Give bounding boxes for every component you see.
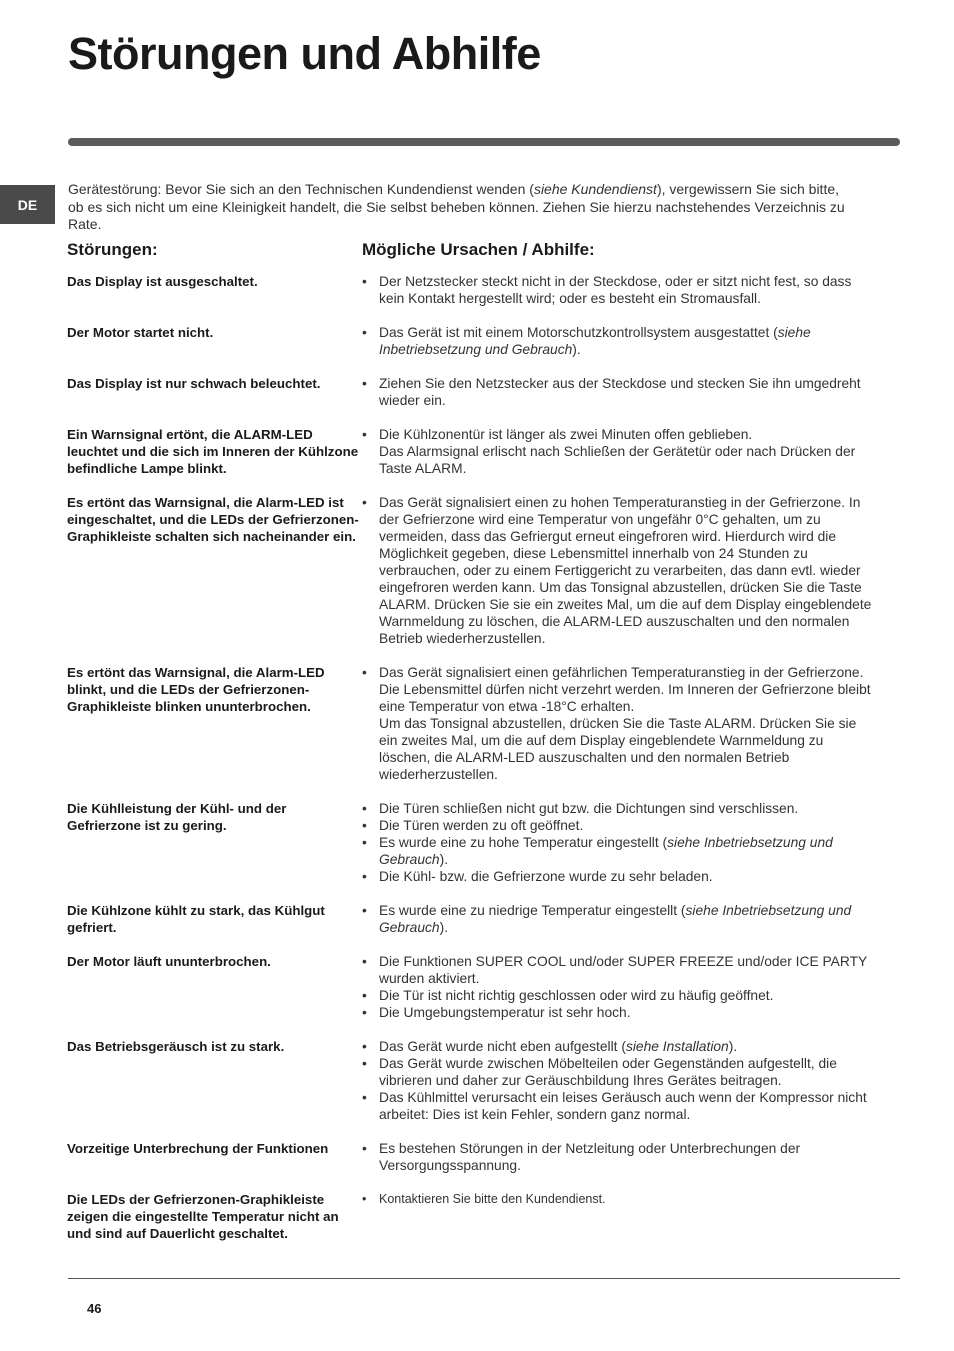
- cause-item: [362, 273, 872, 307]
- cause-reference: siehe Inbetriebsetzung und Gebrauch: [379, 903, 852, 935]
- cause-text: Die Tür ist nicht richtig geschlossen oder wird zu häufig geöffnet.: [379, 988, 774, 1003]
- intro-text-before: Gerätestörung: Bevor Sie sich an den Technischen Kundendienst wenden (: [68, 181, 534, 197]
- bullet: •: [362, 835, 367, 850]
- cause-reference: siehe Inbetriebsetzung und Gebrauch: [379, 325, 811, 357]
- cause-item: [362, 494, 872, 647]
- page-number: 46: [87, 1301, 102, 1316]
- cause-list: [362, 324, 872, 358]
- cause-reference: siehe Installation: [625, 1039, 729, 1054]
- problem-text: Das Betriebsgeräusch ist zu stark.: [67, 1039, 285, 1054]
- bullet: •: [362, 495, 367, 510]
- cause-text: Das Gerät ist mit einem Motorschutzkontrollsystem ausgestattet (: [379, 325, 778, 340]
- bullet: •: [362, 274, 367, 289]
- cause-item: [362, 868, 872, 885]
- cause-text: Die Kühlzonentür ist länger als zwei Minuten offen geblieben.: [379, 427, 753, 442]
- problem-text: Der Motor läuft ununterbrochen.: [67, 954, 271, 969]
- cause-item: [362, 1038, 872, 1055]
- cause-text: Die Türen werden zu oft geöffnet.: [379, 818, 584, 833]
- cause-text-after: ).: [439, 920, 449, 935]
- cause-text-after: ).: [439, 852, 449, 867]
- cause-reference: siehe Inbetriebsetzung und Gebrauch: [379, 835, 833, 867]
- cause-text: Ziehen Sie den Netzstecker aus der Steckdose und stecken Sie ihn umgedreht wieder ein.: [379, 376, 861, 408]
- problem-text: Es ertönt das Warnsignal, die Alarm-LED blinkt, und die LEDs der Gefrierzonen-Graphikleiste blinken ununterbrochen.: [67, 665, 325, 714]
- problem-text: Ein Warnsignal ertönt, die ALARM-LED leuchtet und die sich im Inneren der Kühlzone befindliche Lampe blinkt.: [67, 427, 359, 476]
- cause-list: [362, 426, 872, 477]
- cause-text: Die Türen schließen nicht gut bzw. die Dichtungen sind verschlissen.: [379, 801, 799, 816]
- cause-item: [362, 902, 872, 936]
- problem-text: Die Kühlleistung der Kühl- und der Gefrierzone ist zu gering.: [67, 801, 287, 833]
- title-divider: [68, 138, 900, 146]
- cause-text: Es wurde eine zu hohe Temperatur eingestellt (: [379, 835, 668, 850]
- cause-text: Die Funktionen SUPER COOL und/oder SUPER FREEZE und/oder ICE PARTY wurden aktiviert.: [379, 954, 867, 986]
- cause-text: Das Kühlmittel verursacht ein leises Geräusch auch wenn der Kompressor nicht arbeitet: Dies ist kein Fehler, sondern ganz normal.: [379, 1090, 867, 1122]
- problem-text: Es ertönt das Warnsignal, die Alarm-LED ist eingeschaltet, und die LEDs der Gefrierzonen-Graphikleiste schalten sich nacheinander ein.: [67, 495, 359, 544]
- cause-list: [362, 800, 872, 885]
- cause-text-extra: Um das Tonsignal abzustellen, drücken Sie die Taste ALARM. Drücken Sie sie ein zweites Mal, um die auf dem Display eingeblendete Warnmeldung zu löschen, die ALARM-LED auszuschalten und den normalen Betrieb wiederherzustellen.: [379, 716, 857, 782]
- bullet: •: [362, 1039, 367, 1054]
- problem-text: Der Motor startet nicht.: [67, 325, 214, 340]
- language-tab: DE: [0, 185, 55, 224]
- bullet: •: [362, 1005, 367, 1020]
- cause-item: [362, 953, 872, 987]
- bullet: •: [362, 1192, 367, 1206]
- cause-text-extra: Das Alarmsignal erlischt nach Schließen der Gerätetür oder nach Drücken der Taste ALARM.: [379, 444, 856, 476]
- cause-text: Das Gerät wurde zwischen Möbelteilen oder Gegenständen aufgestellt, die vibrieren und daher zur Geräuschbildung Ihres Gerätes beitragen.: [379, 1056, 837, 1088]
- cause-list: [362, 375, 872, 409]
- intro-paragraph: [68, 181, 858, 234]
- cause-item: [362, 664, 872, 783]
- bullet: •: [362, 427, 367, 442]
- cause-text: Kontaktieren Sie bitte den Kundendienst.: [379, 1192, 606, 1206]
- bullet: •: [362, 1056, 367, 1071]
- cause-list: [362, 1038, 872, 1123]
- problem-text: Die Kühlzone kühlt zu stark, das Kühlgut gefriert.: [67, 903, 325, 935]
- cause-list: [362, 1191, 872, 1208]
- bullet: •: [362, 665, 367, 680]
- bullet: •: [362, 801, 367, 816]
- cause-list: [362, 953, 872, 1021]
- cause-text: Die Umgebungstemperatur ist sehr hoch.: [379, 1005, 631, 1020]
- page-title: Störungen und Abhilfe: [68, 28, 541, 79]
- problem-text: Das Display ist nur schwach beleuchtet.: [67, 376, 321, 391]
- cause-item: [362, 1191, 872, 1208]
- cause-text: Das Gerät signalisiert einen zu hohen Temperaturanstieg in der Gefrierzone. In der Gefrierzone wird eine Temperatur von ungefähr 0°C gehalten, um zu vermeiden, dass das Gefriergut erneut eingefroren wird. Hierdurch wird die Möglichkeit gegeben, diese Lebensmittel innerhalb von 24 Stunden zu verbrauchen, oder zu einem Fertiggericht zu verarbeiten, das dann evtl. wieder eingefroren werden kann. Um das Tonsignal abzustellen, drücken Sie die Taste ALARM. Drücken Sie sie ein zweites Mal, um die auf dem Display eingeblendete Warnmeldung zu löschen, die ALARM-LED auszuschalten und den normalen Betrieb wiederherzustellen.: [379, 495, 872, 646]
- bullet: •: [362, 325, 367, 340]
- cause-item: [362, 817, 872, 834]
- cause-item: [362, 834, 872, 868]
- bullet: •: [362, 1090, 367, 1105]
- bullet: •: [362, 988, 367, 1003]
- bullet: •: [362, 1141, 367, 1156]
- causes-header: Mögliche Ursachen / Abhilfe:: [362, 240, 595, 259]
- bullet: •: [362, 818, 367, 833]
- problem-text: Die LEDs der Gefrierzonen-Graphikleiste zeigen die eingestellte Temperatur nicht an und sind auf Dauerlicht geschaltet.: [67, 1192, 339, 1241]
- cause-item: [362, 1140, 872, 1174]
- cause-text: Es bestehen Störungen in der Netzleitung oder Unterbrechungen der Versorgungsspannung.: [379, 1141, 801, 1173]
- footer-divider: [68, 1278, 900, 1279]
- cause-item: [362, 987, 872, 1004]
- cause-text: Das Gerät wurde nicht eben aufgestellt (: [379, 1039, 626, 1054]
- cause-item: [362, 375, 872, 409]
- cause-item: [362, 1055, 872, 1089]
- cause-list: [362, 902, 872, 936]
- cause-list: [362, 494, 872, 647]
- problem-text: Vorzeitige Unterbrechung der Funktionen: [67, 1141, 329, 1156]
- cause-text: Das Gerät signalisiert einen gefährlichen Temperaturanstieg in der Gefrierzone. Die Lebensmittel dürfen nicht verzehrt werden. Im Inneren der Gefrierzone bleibt eine Temperatur von etwa -18°C erhalten.: [379, 665, 871, 714]
- cause-list: [362, 664, 872, 783]
- cause-item: [362, 1004, 872, 1021]
- problem-text: Das Display ist ausgeschaltet.: [67, 274, 258, 289]
- bullet: •: [362, 954, 367, 969]
- cause-list: [362, 1140, 872, 1174]
- cause-list: [362, 273, 872, 307]
- problems-header: Störungen:: [67, 240, 158, 259]
- cause-text-after: ).: [728, 1039, 738, 1054]
- cause-item: [362, 1089, 872, 1123]
- cause-item: [362, 800, 872, 817]
- cause-text-after: ).: [572, 342, 581, 357]
- cause-item: [362, 426, 872, 477]
- cause-text: Der Netzstecker steckt nicht in der Steckdose, oder er sitzt nicht fest, so dass kein Kontakt hergestellt wird; oder es besteht ein Stromausfall.: [379, 274, 852, 306]
- bullet: •: [362, 376, 367, 391]
- cause-item: [362, 324, 872, 358]
- cause-text: Es wurde eine zu niedrige Temperatur eingestellt (: [379, 903, 686, 918]
- intro-text-after: ), vergewissern Sie sich bitte, ob es sich nicht um eine Kleinigkeit handelt, die Sie selbst beheben können. Ziehen Sie hierzu nachstehendes Verzeichnis zu Rate.: [68, 181, 845, 232]
- intro-reference: siehe Kundendienst: [533, 181, 657, 197]
- bullet: •: [362, 869, 367, 884]
- cause-text: Die Kühl- bzw. die Gefrierzone wurde zu sehr beladen.: [379, 869, 713, 884]
- bullet: •: [362, 903, 367, 918]
